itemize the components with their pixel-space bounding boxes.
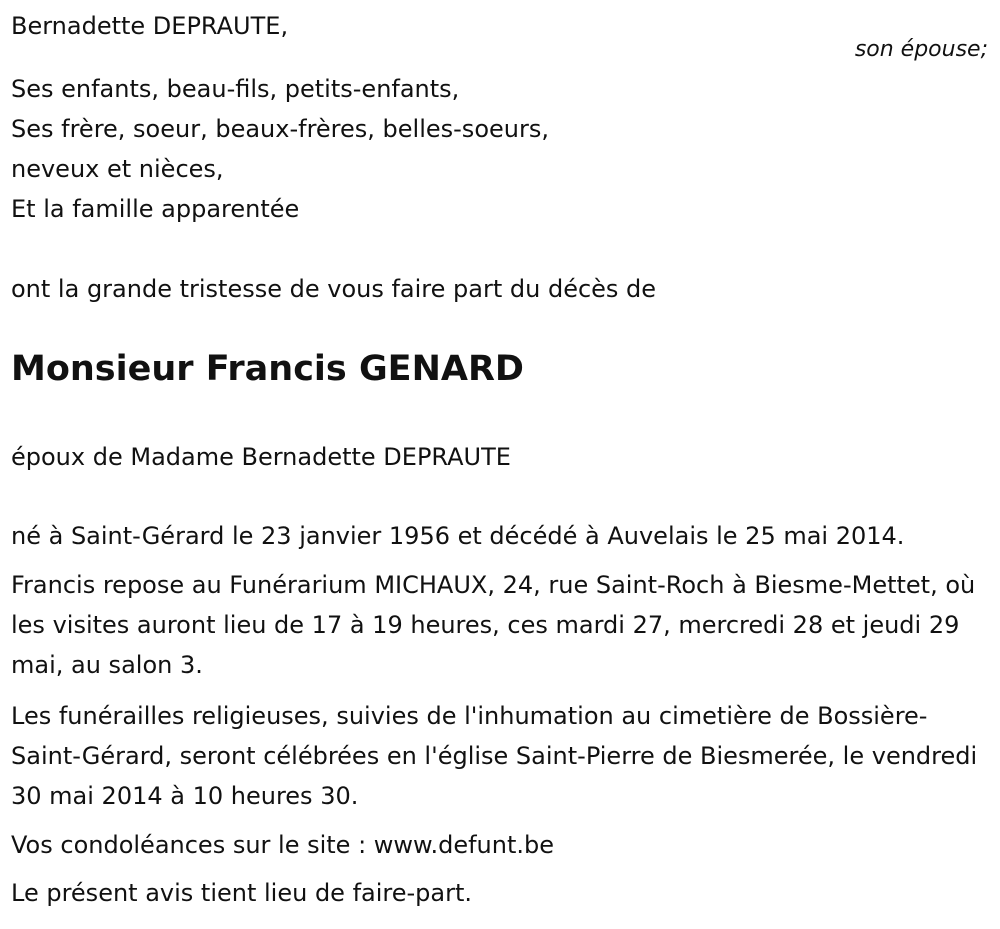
family-line-children: Ses enfants, beau-fils, petits-enfants, xyxy=(11,75,460,103)
spouse-of-text: époux de Madame Bernadette DEPRAUTE xyxy=(11,443,511,471)
visitation-paragraph: Francis repose au Funérarium MICHAUX, 24, rue Saint-Roch à Biesme-Mettet, où les visites auront lieu de 17 à 19 heures, ces mardi 27, mercredi 28 et jeudi 29 mai, au salon 3. xyxy=(11,571,976,679)
funeral-paragraph: Les funérailles religieuses, suivies de l'inhumation au cimetière de Bossière-Saint-Gérard, seront célébrées en l'église Saint-Pierre de Biesmerée, le vendredi 30 mai 2014 à 10 heures 30. xyxy=(11,702,978,810)
spouse-role: son épouse; xyxy=(854,37,988,62)
deceased-name: Monsieur Francis GENARD xyxy=(11,349,524,389)
family-line-relatives: Et la famille apparentée xyxy=(11,195,300,223)
family-line-siblings: Ses frère, soeur, beaux-frères, belles-soeurs, xyxy=(11,115,549,143)
family-line-nephews: neveux et nièces, xyxy=(11,155,224,183)
condolences-text: Vos condoléances sur le site : www.defunt.be xyxy=(11,831,555,859)
announcement-text: ont la grande tristesse de vous faire part du décès de xyxy=(11,275,657,303)
birth-death-text: né à Saint-Gérard le 23 janvier 1956 et décédé à Auvelais le 25 mai 2014. xyxy=(11,522,905,550)
closing-text: Le présent avis tient lieu de faire-part. xyxy=(11,879,473,907)
spouse-line: Bernadette DEPRAUTE, xyxy=(11,12,289,40)
